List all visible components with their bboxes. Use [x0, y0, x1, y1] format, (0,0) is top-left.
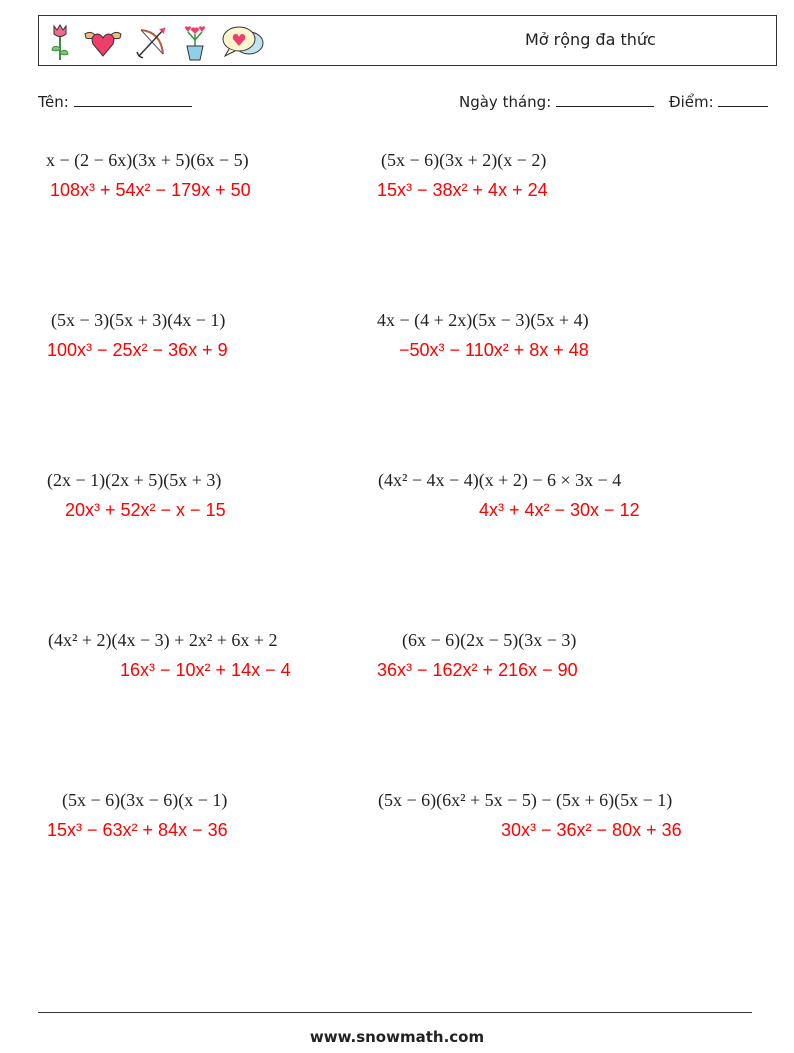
winged-heart-icon: [83, 24, 123, 60]
worksheet-title: Mở rộng đa thức: [525, 30, 656, 49]
date-blank[interactable]: [556, 92, 654, 107]
problem-question: (4x² + 2)(4x − 3) + 2x² + 6x + 2: [48, 630, 278, 650]
problem-answer: 15x³ − 63x² + 84x − 36: [47, 820, 228, 840]
problem-question: (5x − 6)(3x − 6)(x − 1): [62, 790, 228, 810]
name-field: [38, 92, 192, 111]
date-field: [459, 92, 654, 111]
problem-question: 4x − (4 + 2x)(5x − 3)(5x + 4): [377, 310, 589, 330]
score-field: [669, 92, 768, 111]
problem-question: (4x² − 4x − 4)(x + 2) − 6 × 3x − 4: [378, 470, 622, 490]
score-label: Điểm:: [669, 93, 714, 111]
footer-url[interactable]: www.snowmath.com: [309, 1028, 485, 1046]
problem-answer: 108x³ + 54x² − 179x + 50: [50, 180, 251, 200]
name-label: Tên:: [38, 93, 69, 111]
name-blank[interactable]: [74, 92, 192, 107]
header-box: [38, 15, 777, 66]
problem-answer: 15x³ − 38x² + 4x + 24: [377, 180, 548, 200]
problem-answer: −50x³ − 110x² + 8x + 48: [399, 340, 589, 360]
rose-icon: [49, 22, 71, 62]
date-label: Ngày tháng:: [459, 93, 552, 111]
problem-question: x − (2 − 6x)(3x + 5)(6x − 5): [46, 150, 249, 170]
problem-question: (5x − 3)(5x + 3)(4x − 1): [51, 310, 226, 330]
problem-answer: 4x³ + 4x² − 30x − 12: [479, 500, 640, 520]
heart-flower-pot-icon: [181, 22, 209, 62]
bow-arrow-icon: [135, 24, 169, 60]
problem-answer: 100x³ − 25x² − 36x + 9: [47, 340, 228, 360]
icon-strip: [49, 22, 265, 62]
score-blank[interactable]: [718, 92, 768, 107]
problem-question: (5x − 6)(3x + 2)(x − 2): [381, 150, 547, 170]
love-chat-bubble-icon: [221, 25, 265, 59]
footer-divider: [38, 1012, 752, 1013]
problem-question: (2x − 1)(2x + 5)(5x + 3): [47, 470, 222, 490]
problem-answer: 16x³ − 10x² + 14x − 4: [120, 660, 291, 680]
problem-question: (5x − 6)(6x² + 5x − 5) − (5x + 6)(5x − 1): [378, 790, 673, 810]
problem-answer: 36x³ − 162x² + 216x − 90: [377, 660, 578, 680]
problem-question: (6x − 6)(2x − 5)(3x − 3): [402, 630, 577, 650]
problem-answer: 20x³ + 52x² − x − 15: [65, 500, 226, 520]
problem-answer: 30x³ − 36x² − 80x + 36: [501, 820, 682, 840]
